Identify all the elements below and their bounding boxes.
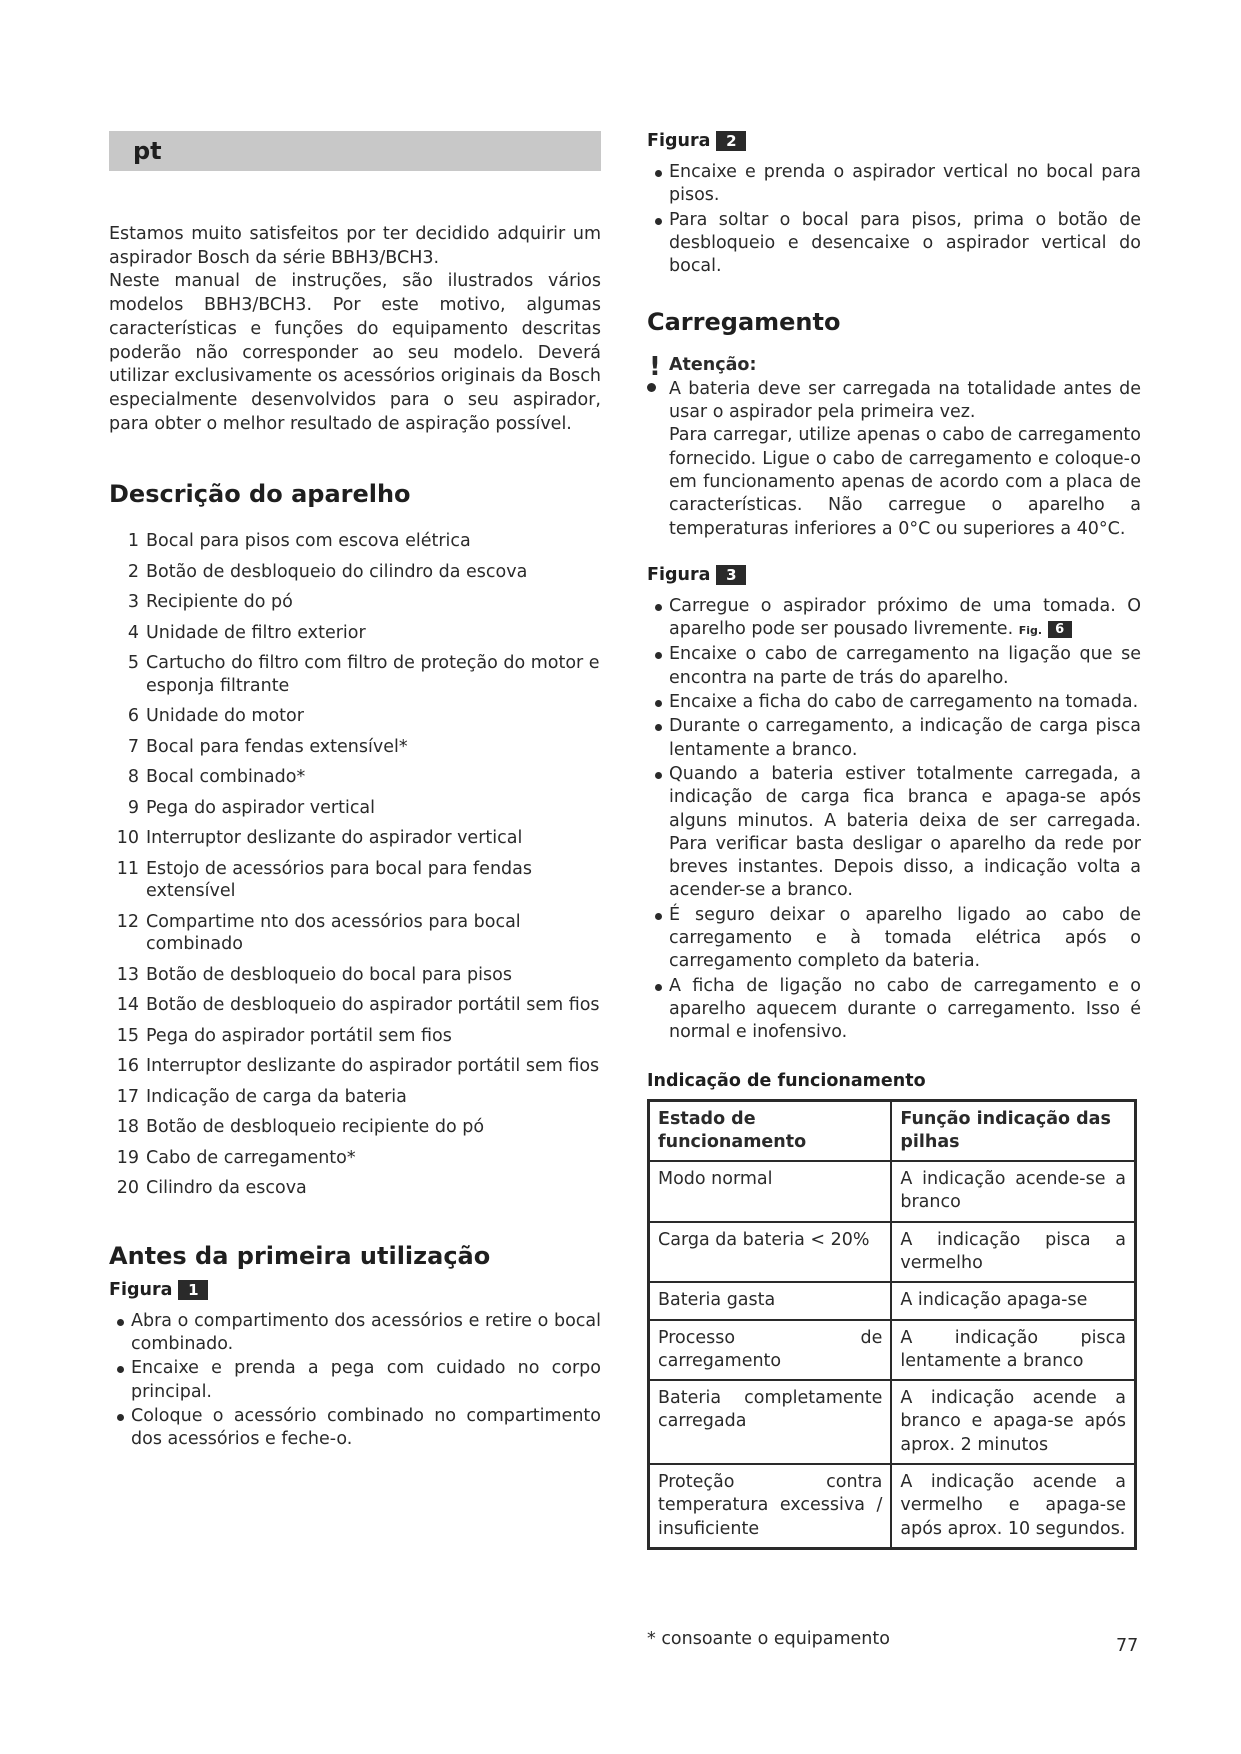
list-item: 13 Botão de desbloqueio do bocal para pisos <box>116 964 512 985</box>
table-cell: Processo de carregamento <box>649 1320 892 1381</box>
device-parts-list <box>109 530 601 1200</box>
intro-paragraph-1: Estamos muito satisfeitos por ter decidido adquirir um aspirador Bosch da série BBH3/BCH3. <box>109 224 601 268</box>
table-row <box>649 1320 1136 1381</box>
table-cell: Modo normal <box>649 1161 892 1222</box>
list-item: 16 Interruptor deslizante do aspirador portátil sem fios <box>116 1056 600 1077</box>
operation-indication-table <box>647 1099 1137 1550</box>
list-item: 18 Botão de desbloqueio recipiente do pó <box>116 1117 485 1138</box>
table-row <box>649 1222 1136 1283</box>
list-item: 3 Recipiente do pó <box>127 592 293 613</box>
list-item: A ficha de ligação no cabo de carregamento e o aparelho aquecem durante o carregamento. Isso é normal e inofensivo. <box>647 975 1141 1045</box>
table-cell: Proteção contra temperatura excessiva / insuficiente <box>649 1464 892 1548</box>
figure-label-text: Figura <box>647 564 711 585</box>
figure-3-label <box>647 565 1141 585</box>
list-item: 8 Bocal combinado* <box>127 767 306 788</box>
list-item: 15 Pega do aspirador portátil sem fios <box>116 1025 452 1046</box>
list-item: 5 Cartucho do filtro com filtro de proteção do motor e esponja filtrante <box>127 653 600 696</box>
table-cell: Bateria completamente carregada <box>649 1380 892 1464</box>
list-item: 7 Bocal para fendas extensível* <box>127 736 408 757</box>
footnote: * consoante o equipamento <box>647 1629 890 1649</box>
list-item: 19 Cabo de carregamento* <box>116 1147 356 1168</box>
list-item: Encaixe o cabo de carregamento na ligação que se encontra na parte de trás do aparelho. <box>647 643 1141 690</box>
table-row <box>649 1161 1136 1222</box>
figure-number-badge: 1 <box>178 1280 208 1300</box>
intro-paragraph-2: Neste manual de instruções, são ilustrados vários modelos BBH3/BCH3. Por este motivo, algumas características e funções do equipamento descritas poderão não corresponder ao seu modelo. Deverá utilizar exclusivamente os acessórios originais da Bosch especialmente desenvolvidos para o seu aspirador, para obter o melhor resultado de aspiração possível. <box>109 271 601 434</box>
list-item: 4 Unidade de filtro exterior <box>127 622 366 643</box>
figure-label-text: Figura <box>647 131 711 151</box>
charging-heading: Carregamento <box>647 308 841 337</box>
table-cell: A indicação acende a branco e apaga-se após aprox. 2 minutos <box>891 1380 1135 1464</box>
list-item: Coloque o acessório combinado no compartimento dos acessórios e feche-o. <box>109 1405 601 1452</box>
charging-steps <box>647 595 1141 1045</box>
list-item: 6 Unidade do motor <box>127 706 304 727</box>
table-cell: A indicação acende-se a branco <box>891 1161 1135 1222</box>
figure-1-label <box>109 1280 601 1300</box>
inline-figure-badge: 6 <box>1048 621 1072 638</box>
list-item: É seguro deixar o aparelho ligado ao cabo de carregamento e à tomada elétrica após o carregamento completo da bateria. <box>647 904 1141 974</box>
list-item: 11 Estojo de acessórios para bocal para fendas extensível <box>116 858 532 902</box>
list-item: 17 Indicação de carga da bateria <box>116 1086 407 1107</box>
table-row <box>649 1380 1136 1464</box>
table-cell: A indicação pisca a vermelho <box>891 1222 1135 1283</box>
exclamation-icon: ! <box>649 352 661 383</box>
list-item: Encaixe e prenda o aspirador vertical no bocal para pisos. <box>647 161 1141 208</box>
list-item: Abra o compartimento dos acessórios e retire o bocal combinado. <box>109 1310 601 1357</box>
left-column <box>109 131 601 1453</box>
table-cell: Bateria gasta <box>649 1282 892 1319</box>
table-row <box>649 1282 1136 1319</box>
before-first-use-steps <box>109 1310 601 1452</box>
list-item: Durante o carregamento, a indicação de carga pisca lentamente a branco. <box>647 715 1141 762</box>
before-first-use-heading: Antes da primeira utilização <box>109 1241 491 1270</box>
language-tag: pt <box>133 137 162 165</box>
list-item: 20 Cilindro da escova <box>116 1178 307 1199</box>
intro-text <box>109 223 601 436</box>
figure-label-text: Figura <box>109 1279 173 1300</box>
list-item: Encaixe a ficha do cabo de carregamento na tomada. <box>647 691 1141 714</box>
list-item: 2 Botão de desbloqueio do cilindro da escova <box>127 561 528 582</box>
list-item: Encaixe e prenda a pega com cuidado no corpo principal. <box>109 1357 601 1404</box>
figure-number-badge: 3 <box>716 565 746 585</box>
inline-figure-label: Fig. <box>1018 624 1043 638</box>
table-cell: Carga da bateria < 20% <box>649 1222 892 1283</box>
table-cell: A indicação apaga-se <box>891 1282 1135 1319</box>
warning-text-2: Para carregar, utilize apenas o cabo de carregamento fornecido. Ligue o cabo de carregamento e coloque-o em funcionamento apenas de acordo com a placa de características. Não carregue o aparelho a temperaturas inferiores a 0°C ou superiores a 40°C. <box>669 425 1141 539</box>
table-row <box>649 1464 1136 1548</box>
page-number: 77 <box>1116 1636 1139 1656</box>
list-item: 12 Compartime nto dos acessórios para bocal combinado <box>116 911 521 955</box>
list-item: 9 Pega do aspirador vertical <box>127 797 376 818</box>
figure-2-steps <box>647 161 1141 278</box>
table-header-cell: Função indicação das pilhas <box>891 1100 1135 1161</box>
right-column <box>647 131 1141 1550</box>
warning-title: Atenção: <box>669 355 757 376</box>
list-item: 1 Bocal para pisos com escova elétrica <box>127 531 471 552</box>
warning-block <box>647 354 1141 540</box>
list-item: Carregue o aspirador próximo de uma tomada. O aparelho pode ser pousado livremente. Fig. 6 <box>647 595 1141 643</box>
figure-2-label <box>647 131 1141 151</box>
language-tag-bar <box>109 131 601 171</box>
operation-indication-heading: Indicação de funcionamento <box>647 1070 926 1091</box>
list-item: 14 Botão de desbloqueio do aspirador portátil sem fios <box>116 995 600 1016</box>
table-cell: A indicação pisca lentamente a branco <box>891 1320 1135 1381</box>
bullet-dot-icon <box>647 383 656 392</box>
table-header-cell: Estado de funcionamento <box>649 1100 892 1161</box>
table-cell: A indicação acende a vermelho e apaga-se após aprox. 10 segundos. <box>891 1464 1135 1548</box>
figure-number-badge: 2 <box>716 131 746 151</box>
list-item: 10 Interruptor deslizante do aspirador vertical <box>116 828 523 849</box>
warning-text-1: A bateria deve ser carregada na totalidade antes de usar o aspirador pela primeira vez. <box>669 378 1141 423</box>
device-description-heading: Descrição do aparelho <box>109 480 411 509</box>
list-item: Quando a bateria estiver totalmente carregada, a indicação de carga fica branca e apaga-se após alguns minutos. A bateria deixa de ser carregada. Para verificar basta desligar o aparelho da rede por breves instantes. Depois disso, a indicação volta a acender-se a branco. <box>647 763 1141 903</box>
list-item: Para soltar o bocal para pisos, prima o botão de desbloqueio e desencaixe o aspirador vertical do bocal. <box>647 209 1141 279</box>
table-header-row <box>649 1100 1136 1161</box>
